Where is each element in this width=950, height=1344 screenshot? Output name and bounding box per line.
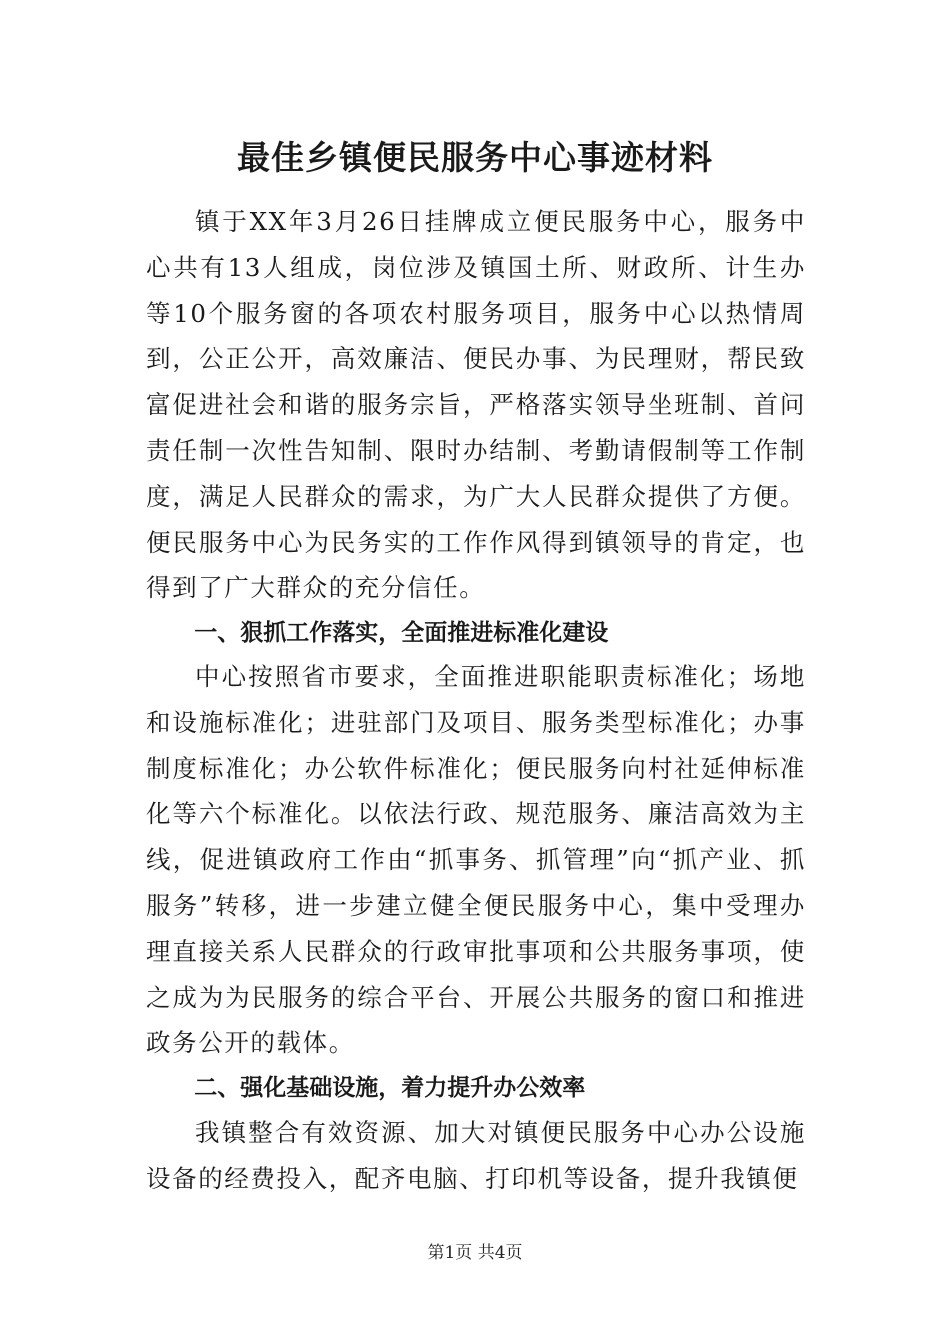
paragraph-infrastructure: 我镇整合有效资源、加大对镇便民服务中心办公设施设备的经费投入，配齐电脑、打印机等设备，提升我镇便 bbox=[146, 1118, 806, 1193]
section-heading-standardization: 一、狠抓工作落实，全面推进标准化建设 bbox=[194, 620, 609, 646]
document-title: 最佳乡镇便民服务中心事迹材料 bbox=[237, 138, 713, 177]
page-number-footer: 第1页 共4页 bbox=[427, 1243, 523, 1263]
section-heading-infrastructure: 二、强化基础设施，着力提升办公效率 bbox=[194, 1075, 586, 1101]
paragraph-intro: 镇于XX年3月26日挂牌成立便民服务中心，服务中心共有13人组成，岗位涉及镇国土所、财政所、计生办等10个服务窗的各项农村服务项目，服务中心以热情周到，公正公开，高效廉洁、便民办事、为民理财，帮民致富促进社会和谐的服务宗旨，严格落实领导坐班制、首问责任制一次性告知制、限时办结制、考勤请假制等工作制度，满足人民群众的需求，为广大人民群众提供了方便。便民服务中心为民务实的工作作风得到镇领导的肯定，也得到了广大群众的充分信任。 bbox=[146, 207, 806, 603]
paragraph-standardization: 中心按照省市要求，全面推进职能职责标准化；场地和设施标准化；进驻部门及项目、服务类型标准化；办事制度标准化；办公软件标准化；便民服务向村社延伸标准化等六个标准化。以依法行政、规范服务、廉洁高效为主线，促进镇政府工作由“抓事务、抓管理”向“抓产业、抓服务”转移，进一步建立健全便民服务中心，集中受理办理直接关系人民群众的行政审批事项和公共服务事项，使之成为为民服务的综合平台、开展公共服务的窗口和推进政务公开的载体。 bbox=[146, 662, 806, 1058]
